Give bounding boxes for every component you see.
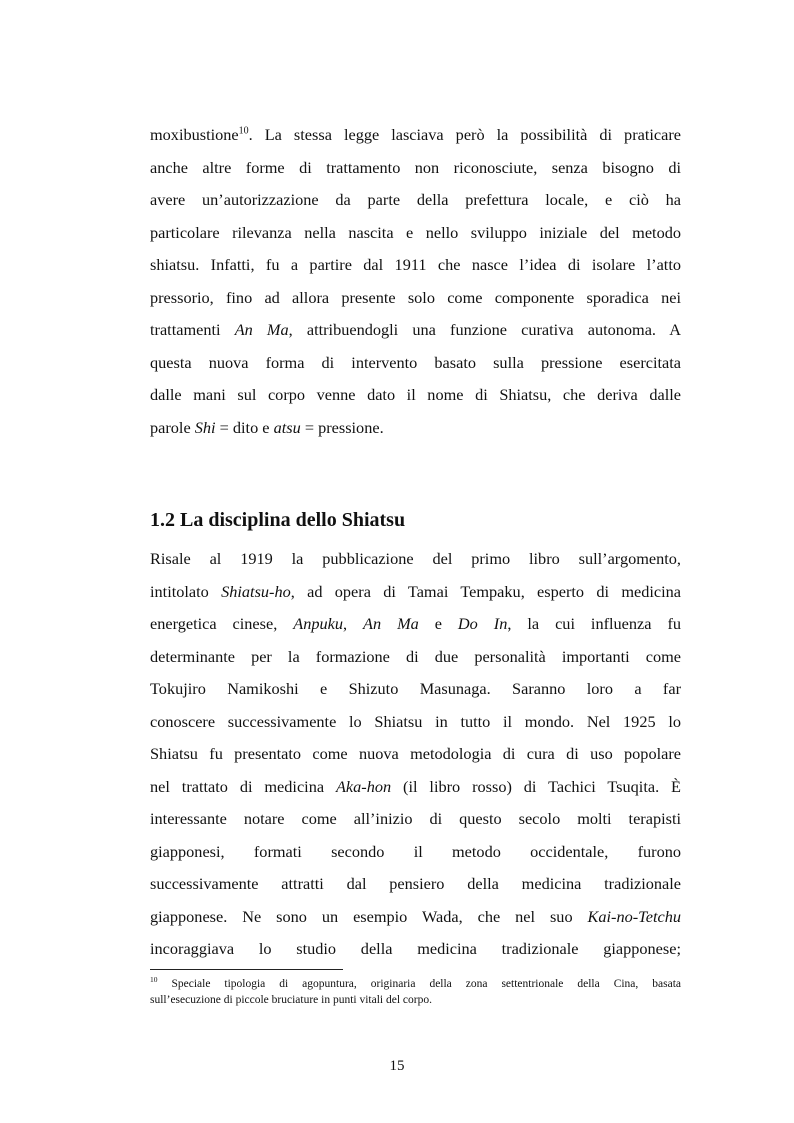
paragraph-line: interessante notare come all’inizio di questo secolo molti terapisti bbox=[150, 809, 681, 828]
footnote bbox=[150, 976, 681, 1008]
paragraph-line: Tokujiro Namikoshi e Shizuto Masunaga. Saranno loro a far bbox=[150, 679, 681, 698]
paragraph-line: nel trattato di medicina Aka-hon (il libro rosso) di Tachici Tsuqita. È bbox=[150, 776, 681, 796]
paragraph-line: determinante per la formazione di due personalità importanti come bbox=[150, 646, 681, 666]
paragraph-line: Shiatsu fu presentato come nuova metodologia di cura di uso popolare bbox=[150, 744, 681, 763]
paragraph-line: parole Shi = dito e atsu = pressione. bbox=[150, 417, 384, 437]
section-number: 1.2 bbox=[150, 509, 175, 531]
paragraph-line: energetica cinese, Anpuku, An Ma e Do In, la cui influenza fu bbox=[150, 614, 682, 633]
body-paragraph-2 bbox=[150, 543, 681, 966]
footnote-separator bbox=[150, 969, 343, 970]
body-paragraph-1 bbox=[150, 119, 681, 444]
paragraph-line: shiatsu. Infatti, fu a partire dal 1911 che nasce l’idea di isolare l’atto bbox=[150, 255, 681, 274]
footnote-number: 10 bbox=[150, 975, 158, 985]
footnote-line: $^{10}$ Speciale tipologia di agopuntura, originaria della zona settentrionale della Cina, basata bbox=[150, 975, 681, 990]
footnote-line: sull’esecuzione di piccole bruciature in punti vitali del corpo. bbox=[150, 994, 432, 1006]
paragraph-line: incoraggiava lo studio della medicina tradizionale giapponese; bbox=[150, 939, 681, 958]
paragraph-line: trattamenti An Ma, attribuendogli una funzione curativa autonoma. A bbox=[150, 320, 682, 339]
paragraph-line: intitolato Shiatsu-ho, ad opera di Tamai Tempaku, esperto di medicina bbox=[150, 581, 682, 601]
section-title: La disciplina dello Shiatsu bbox=[180, 509, 406, 531]
paragraph-line: anche altre forme di trattamento non riconosciute, senza bisogno di bbox=[150, 157, 681, 177]
paragraph-line: questa nuova forma di intervento basato sulla pressione esercitata bbox=[150, 352, 681, 372]
paragraph-line: pressorio, fino ad allora presente solo come componente sporadica nei bbox=[150, 287, 681, 307]
paragraph-line: conoscere successivamente lo Shiatsu in tutto il mondo. Nel 1925 lo bbox=[150, 711, 681, 731]
paragraph-line: giapponese. Ne sono un esempio Wada, che nel suo Kai-no-Tetchu bbox=[150, 906, 681, 926]
paragraph-line: Risale al 1919 la pubblicazione del primo libro sull’argomento, bbox=[150, 549, 681, 568]
footnote-reference[interactable]: 10 bbox=[238, 125, 249, 137]
paragraph-line: particolare rilevanza nella nascita e nello sviluppo iniziale del metodo bbox=[150, 222, 681, 242]
page-number: 15 bbox=[389, 1058, 405, 1074]
section-heading bbox=[150, 505, 405, 535]
paragraph-line: moxibustione$^{10}$. La stessa legge lasciava però la possibilità di praticare bbox=[150, 125, 681, 144]
paragraph-line: giapponesi, formati secondo il metodo occidentale, furono bbox=[150, 841, 681, 861]
paragraph-line: successivamente attratti dal pensiero della medicina tradizionale bbox=[150, 874, 681, 893]
paragraph-line: avere un’autorizzazione da parte della prefettura locale, e ciò ha bbox=[150, 190, 681, 209]
paragraph-line: dalle mani sul corpo venne dato il nome di Shiatsu, che deriva dalle bbox=[150, 385, 681, 404]
